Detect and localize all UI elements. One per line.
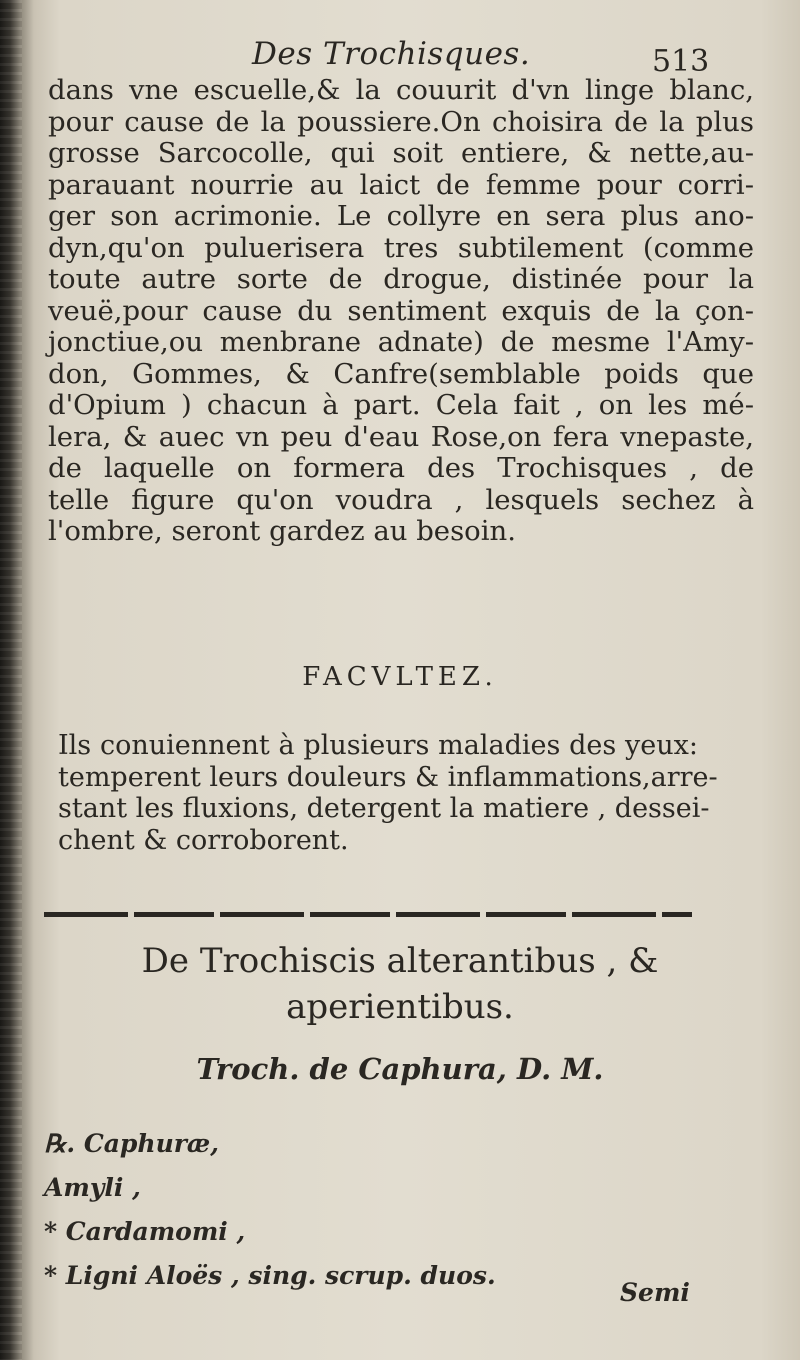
text-line: parauant nourrie au laict de femme pour corri- xyxy=(48,168,754,201)
text-line: jonctiue,ou menbrane adnate) de mesme l'Amy- xyxy=(48,326,754,358)
text-line: dyn,qu'on puluerisera tres subtilement (comme xyxy=(48,231,754,264)
latin-title-line: De Trochiscis alterantibus , & xyxy=(141,941,659,981)
ingredient-item: * Ligni Aloës , sing. scrup. duos. xyxy=(44,1261,496,1290)
text-line: don, Gommes, & Canfre(semblable poids que xyxy=(48,357,754,390)
latin-title-line: aperientibus. xyxy=(286,987,514,1027)
text-line: stant les fluxions, detergent la matiere , dessei- xyxy=(58,793,710,824)
text-line: dans vne escuelle,& la couurit d'vn linge blanc, xyxy=(48,74,754,106)
ingredient-item: * Cardamomi , xyxy=(44,1217,246,1246)
text-line: chent & corroborent. xyxy=(58,824,349,856)
ingredient-list xyxy=(44,1122,564,1298)
recipe-title: Troch. de Caphura, D. M. xyxy=(196,1052,604,1086)
text-line: de laquelle on formera des Trochisques , de xyxy=(48,452,754,484)
text-line: veuë,pour cause du sentiment exquis de la çon- xyxy=(48,294,754,327)
text-line: l'ombre, seront gardez au besoin. xyxy=(48,515,516,547)
paragraph-preparation xyxy=(48,75,754,548)
text-line: grosse Sarcocolle, qui soit entiere, & nette,au- xyxy=(48,137,754,169)
text-line: Ils conuiennent à plusieurs maladies des yeux: xyxy=(58,730,698,761)
text-line: telle figure qu'on voudra , lesquels sechez à xyxy=(48,483,754,516)
text-line: d'Opium ) chacun à part. Cela fait , on les mé- xyxy=(48,389,754,421)
latin-section-title xyxy=(0,938,800,1030)
running-head xyxy=(0,36,800,79)
ingredient-item: ℞. Caphuræ, xyxy=(44,1129,219,1158)
paragraph-faculties xyxy=(58,730,718,856)
page-number: 513 xyxy=(652,44,710,79)
section-heading-facultez: FACVLTEZ. xyxy=(302,662,498,692)
text-line: toute autre sorte de drogue, distinée pour la xyxy=(48,263,754,295)
catchword: Semi xyxy=(620,1278,690,1307)
section-divider-rule xyxy=(44,912,692,917)
text-line: lera, & auec vn peu d'eau Rose,on fera vnepaste, xyxy=(48,420,754,453)
ingredient-item: Amyli , xyxy=(44,1173,141,1202)
running-title: Des Trochisques. xyxy=(252,36,531,72)
text-line: pour cause de la poussiere.On choisira de la plus xyxy=(48,105,754,138)
text-line: ger son acrimonie. Le collyre en sera plus ano- xyxy=(48,200,754,232)
text-line: temperent leurs douleurs & inflammations,arre- xyxy=(58,761,718,793)
